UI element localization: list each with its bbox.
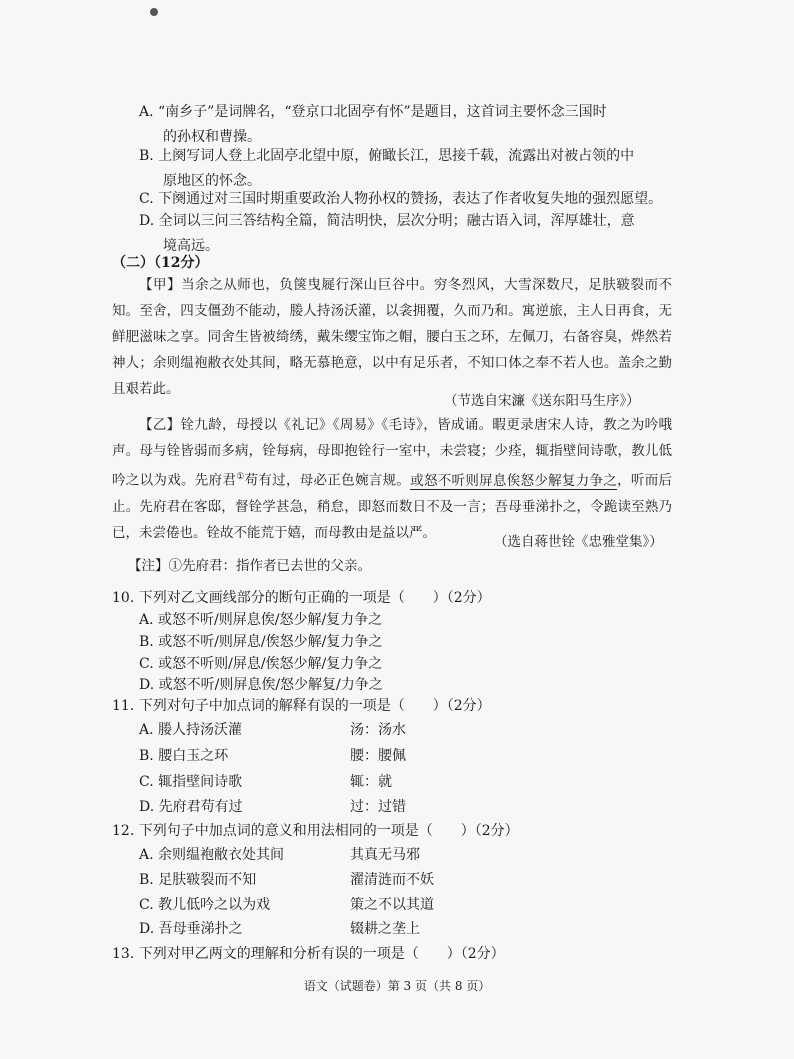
- q12-option-a-compare: 其真无马邪: [350, 847, 420, 863]
- passage-yi: 【乙】铨九龄，母授以《礼记》《周易》《毛诗》，皆成诵。暇更录唐宋人诗，教之为吟哦声。母与铨皆弱而多病，铨每病，母即抱铨行一室中，未尝寝；少痊，辄指壁间诗歌，教儿低吟之以为戏。先府君①苟有过，母必正色婉言规。或怒不听则屏息俟怒少解复力争之，听而后止。先府君在客邸，督铨学甚急，稍怠，即怒而数日不及一言；吾母垂涕扑之，令跪读至熟乃已，未尝倦也。铨故不能荒于嬉，而母教由是益以严。: [112, 417, 673, 541]
- q12-option-c: C. 教儿低吟之以为戏: [139, 897, 271, 913]
- q12-option-d: D. 吾母垂涕扑之: [139, 921, 243, 937]
- underlined-phrase: 或怒不听则屏息俟怒少解复力争之: [410, 472, 618, 489]
- q10-option-b: B. 或怒不听/则屏息/俟怒少解/复力争之: [139, 634, 383, 650]
- q11-option-d-gloss: 过：过错: [350, 799, 406, 815]
- prev-option-c: C. 下阕通过对三国时期重要政治人物孙权的赞扬，表达了作者收复失地的强烈愿望。: [139, 191, 663, 207]
- q11-option-d: D. 先府君苟有过: [139, 799, 243, 815]
- q11-option-b: B. 腰白玉之环: [139, 748, 229, 764]
- q12-option-b: B. 足肤皲裂而不知: [139, 872, 257, 888]
- q12-option-d-compare: 辍耕之垄上: [350, 921, 420, 937]
- passage-jia: 【甲】当余之从师也，负箧曳屣行深山巨谷中。穷冬烈风，大雪深数尺，足肤皲裂而不知。至舍，四支僵劲不能动，媵人持汤沃灌，以衾拥覆，久而乃和。寓逆旅，主人日再食，无鲜肥滋味之享。同舍生皆被绮绣，戴朱缨宝饰之帽，腰白玉之环，左佩刀，右备容臭，烨然若神人；余则缊袍敝衣处其间，略无慕艳意，以中有足乐者，不知口体之奉不若人也。盖余之勤且艰若此。: [112, 277, 672, 397]
- passage-yi-source: （选自蒋世铨《忠雅堂集》）: [494, 534, 663, 550]
- passage-jia-source: （节选自宋濂《送东阳马生序》）: [444, 393, 640, 409]
- prev-option-b: B. 上阕写词人登上北固亭北望中原，俯瞰长江，思接千载，流露出对被占领的中 原地区的怀念。: [139, 148, 635, 189]
- emphasis-dot-icon: [150, 8, 158, 16]
- q11-option-a-gloss: 汤：汤水: [350, 722, 406, 738]
- prev-option-d: D. 全词以三问三答结构全篇，简洁明快，层次分明；融古语入词，浑厚雄壮，意 境高远。: [139, 213, 635, 254]
- question-13: 13. 下列对甲乙两文的理解和分析有误的一项是（ ）（2分）: [112, 946, 505, 962]
- q10-option-c: C. 或怒不听则/屏息/俟怒少解/复力争之: [139, 656, 383, 672]
- q10-option-d: D. 或怒不听/则屏息俟/怒少解复/力争之: [139, 677, 383, 693]
- section-heading: （二）（12分）: [112, 255, 209, 271]
- prev-option-a: A. “南乡子”是词牌名，“登京口北固亭有怀”是题目，这首词主要怀念三国时 的孙权和曹操。: [139, 104, 607, 145]
- q12-option-a: A. 余则缊袍敝衣处其间: [139, 847, 285, 863]
- question-10: 10. 下列对乙文画线部分的断句正确的一项是（ ）（2分）: [112, 590, 491, 606]
- q12-option-c-compare: 策之不以其道: [350, 897, 434, 913]
- q11-option-a: A. 媵人持汤沃灌: [139, 722, 243, 738]
- question-11: 11. 下列对句子中加点词的解释有误的一项是（ ）（2分）: [112, 698, 491, 714]
- page-footer: 语文（试题卷）第 3 页（共 8 页）: [303, 979, 491, 993]
- q11-option-c: C. 辄指壁间诗歌: [139, 774, 243, 790]
- annotation-note: 【注】①先府君：指作者已去世的父亲。: [128, 558, 371, 574]
- q11-option-c-gloss: 辄：就: [350, 774, 392, 790]
- q11-option-b-gloss: 腰：腰佩: [350, 748, 406, 764]
- q10-option-a: A. 或怒不听/则屏息俟/怒少解/复力争之: [139, 612, 383, 628]
- question-12: 12. 下列句子中加点词的意义和用法相同的一项是（ ）（2分）: [112, 823, 519, 839]
- q12-option-b-compare: 濯清涟而不妖: [350, 872, 434, 888]
